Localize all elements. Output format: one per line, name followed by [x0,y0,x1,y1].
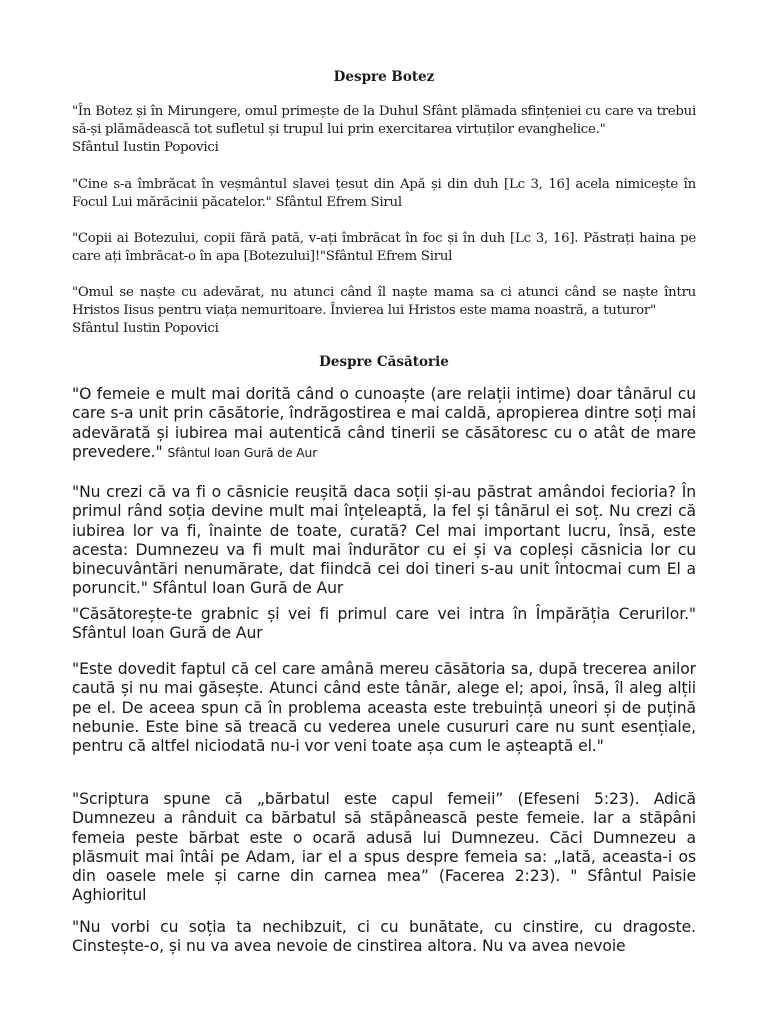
quote-text: "Cine s-a îmbrăcat în veșmântul slavei țesut din Apă și din duh [Lc 3, 16] acela nimicește în Focul Lui mărăcinii păcatelor." [72,177,696,210]
quote-author: Sfântul Efrem Sirul [325,249,453,264]
quote-casatorie-3 [72,605,696,644]
quote-text: "În Botez și în Mirungere, omul primește de la Duhul Sfânt plămada sfințeniei cu care va trebui să-și plămădească tot sufletul și trupul lui prin exercitarea virtuților evanghelice." [72,104,696,137]
quote-author: Sfântul Efrem Sirul [275,195,402,210]
quote-text: "Nu crezi că va fi o căsnicie reușită daca soții și-au păstrat amândoi fecioria? În primul rând soția devine mult mai înțeleaptă, la fel și tânărul ei soț. Nu crezi că iubirea lor va fi, înainte de toate, curată? Cel mai important lucru, însă, este acesta: Dumnezeu va fi mult mai îndurător cu ei și va copleși căsnicia lor cu binecuvântări nenumărate, dat fiindcă cei doi tineri s-au unit întocmai cum El a poruncit." [72,483,696,598]
quote-casatorie-6 [72,918,696,957]
quote-text: "Este dovedit faptul că cel care amână mereu căsătoria sa, după trecerea anilor caută și nu mai găsește. Atunci când este tânăr, alege el; apoi, însă, îl aleg alții pe el. De aceea spun că în problema aceasta este trebuință uneori și de puțină nebunie. Este bine să treacă cu vederea unele cusururi care nu sunt esențiale, pentru că altfel niciodată nu-i vor veni toate așa cum le așteaptă el." [72,660,696,756]
quote-casatorie-4 [72,660,696,756]
quote-botez-2 [72,176,696,212]
quote-text: "Scriptura spune că „bărbatul este capul femeii” (Efeseni 5:23). Adică Dumnezeu a rânduit ca bărbatul să stăpânească peste femeie. Iar a stăpâni femeia peste bărbat este o ocară adusă lui Dumnezeu. Căci Dumnezeu a plăsmuit mai întâi pe Adam, iar el a spus despre femeia sa: „Iată, aceasta-i os din oasele mele și carne din carnea mea” (Facerea 2:23). " [72,790,696,886]
quote-botez-1 [72,103,696,157]
quote-author: Sfântul Iustin Popovici [72,140,219,155]
quote-author: Sfântul Ioan Gură de Aur [72,624,263,643]
quote-author: Sfântul Iustin Popovici [72,321,219,336]
quote-casatorie-1 [72,385,696,463]
quote-casatorie-2 [72,483,696,599]
quote-text: "Omul se naște cu adevărat, nu atunci când îl naște mama sa ci atunci când se naște întru Hristos Iisus pentru viața nemuritoare. Învierea lui Hristos este mama noastră, a tuturor" [72,285,696,318]
section-title-botez: Despre Botez [333,69,435,85]
quote-casatorie-5 [72,790,696,906]
section-title-casatorie: Despre Căsătorie [319,354,449,370]
quote-author: Sfântul Ioan Gură de Aur [152,579,344,598]
quote-text: "Căsătorește-te grabnic și vei fi primul care vei intra în Împărăția Cerurilor." [72,605,696,623]
quote-botez-4 [72,284,696,338]
quote-text: "Copii ai Botezului, copii fără pată, v-ați îmbrăcat în foc și în duh [Lc 3, 16]. Păstrați haina pe care ați îmbrăcat-o în apa [Botezului]!" [72,231,696,264]
quote-author: Sfântul Ioan Gură de Aur [167,445,318,460]
quote-text: "O femeie e mult mai dorită când o cunoaște (are relații intime) doar tânărul cu care s-a unit prin căsătorie, îndrăgostirea e mai caldă, apropierea dintre soți mai adevărată și iubirea mai autentică când tinerii se căsătoresc cu o atât de mare prevedere." [72,385,696,461]
quote-author: Sfântul Paisie Aghioritul [72,867,696,905]
quote-botez-3 [72,230,696,266]
quote-text: "Nu vorbi cu soția ta nechibzuit, ci cu bunătate, cu cinstire, cu dragoste. Cinstește-o, și nu va avea nevoie de cinstirea altora. Nu va avea nevoie [72,918,696,956]
